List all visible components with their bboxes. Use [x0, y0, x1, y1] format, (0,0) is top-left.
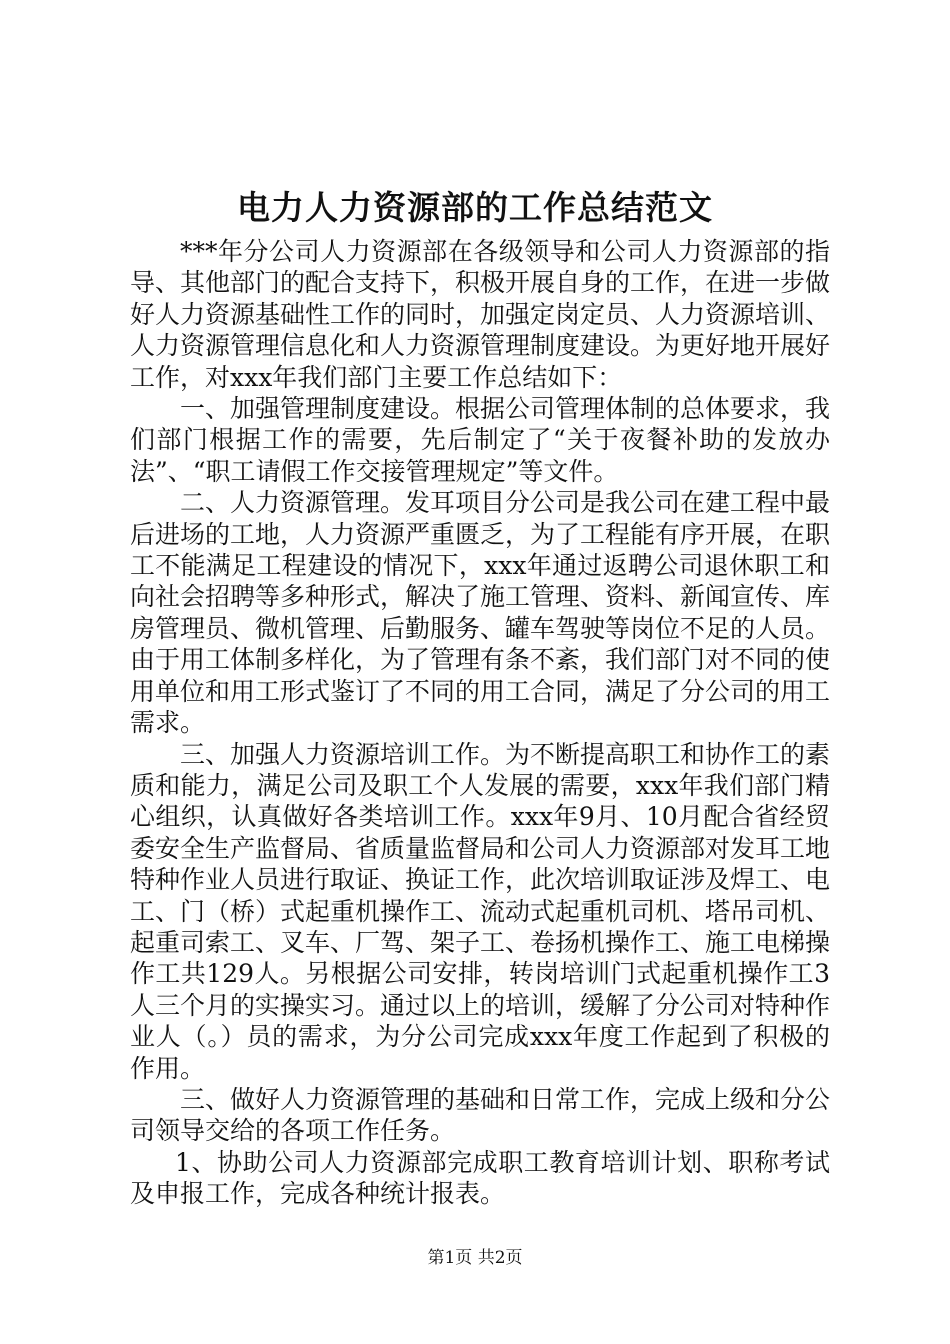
paragraph-intro: ***年分公司人力资源部在各级领导和公司人力资源部的指导、其他部门的配合支持下，积极开展自身的工作，在进一步做好人力资源基础性工作的同时，加强定岗定员、人力资源培训、人力资源管理信息化和人力资源管理制度建设。为更好地开展好工作，对xxx年我们部门主要工作总结如下：	[130, 237, 831, 392]
paragraph-hr-training: 三、加强人力资源培训工作。为不断提高职工和协作工的素质和能力，满足公司及职工个人发展的需要，xxx年我们部门精心组织，认真做好各类培训工作。xxx年9月、10月配合省经贸委安全生产监督局、省质量监督局和公司人力资源部对发耳工地特种作业人员进行取证、换证工作，此次培训取证涉及焊工、电工、门（桥）式起重机操作工、流动式起重机司机、塔吊司机、起重司索工、叉车、厂驾、架子工、卷扬机操作工、施工电梯操作工共129人。另根据公司安排，转岗培训门式起重机操作工3人三个月的实操实习。通过以上的培训，缓解了分公司对特种作业人（。）员的需求，为分公司完成xxx年度工作起到了积极的作用。	[130, 739, 831, 1083]
paragraph-management-system: 一、加强管理制度建设。根据公司管理体制的总体要求，我们部门根据工作的需要，先后制定了“关于夜餐补助的发放办法”、“职工请假工作交接管理规定”等文件。	[130, 394, 831, 486]
page-footer: 第1页 共2页	[427, 1248, 523, 1268]
paragraph-hr-management: 二、人力资源管理。发耳项目分公司是我公司在建工程中最后进场的工地，人力资源严重匮乏，为了工程能有序开展，在职工不能满足工程建设的情况下，xxx年通过返聘公司退休职工和向社会招聘等多种形式，解决了施工管理、资料、新闻宣传、库房管理员、微机管理、后勤服务、罐车驾驶等岗位不足的人员。由于用工体制多样化，为了管理有条不紊，我们部门对不同的使用单位和用工形式鉴订了不同的用工合同，满足了分公司的用工需求。	[130, 488, 831, 738]
document-title: 电力人力资源部的工作总结范文	[237, 188, 713, 227]
document-body	[130, 236, 830, 1210]
paragraph-daily-work: 三、做好人力资源管理的基础和日常工作，完成上级和分公司领导交给的各项工作任务。	[130, 1084, 831, 1146]
paragraph-item-1: 1、协助公司人力资源部完成职工教育培训计划、职称考试及申报工作，完成各种统计报表。	[130, 1147, 830, 1209]
